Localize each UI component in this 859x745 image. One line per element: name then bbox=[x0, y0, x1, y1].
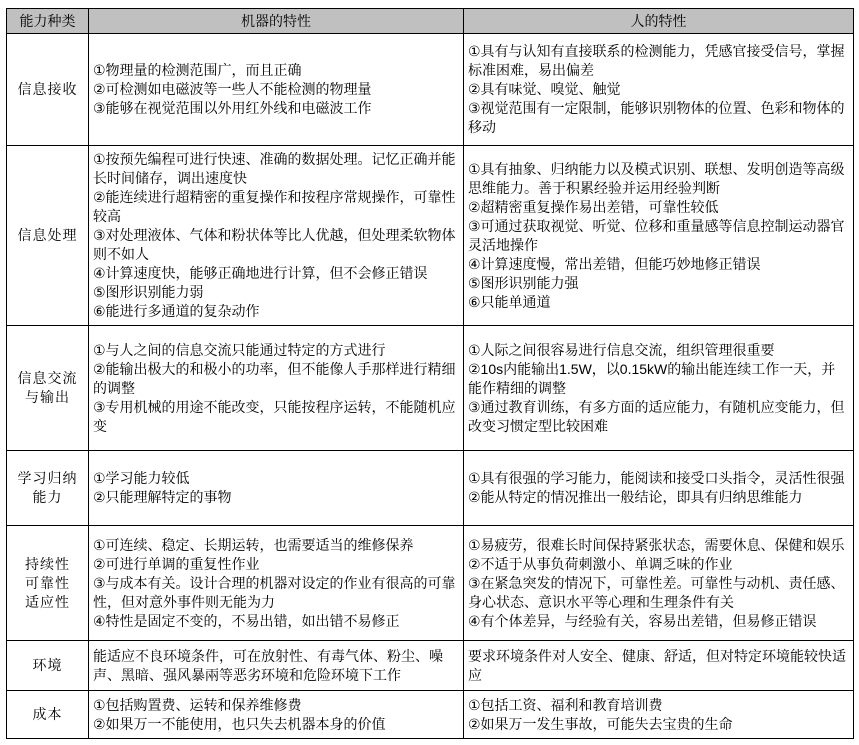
header-machine-traits: 机器的特性 bbox=[89, 9, 464, 34]
human-trait-item: ④计算速度慢，常出差错，但能巧妙地修正错误 bbox=[468, 255, 761, 272]
category-line: 信息交流 bbox=[17, 370, 78, 386]
human-trait-item: ②能从特定的情况推出一般结论，即具有归纳思维能力 bbox=[468, 489, 803, 505]
category-cell bbox=[7, 326, 89, 451]
machine-trait-item: ③与成本有关。设计合理的机器对设定的作业有很高的可靠性，但对意外事件则无能为力 bbox=[93, 574, 456, 610]
machine-trait-item: ③专用机械的用途不能改变，只能按程序运转，不能随机应变 bbox=[93, 398, 456, 434]
human-traits-cell bbox=[464, 451, 854, 526]
machine-trait-item: ①学习能力较低 bbox=[93, 470, 190, 486]
table-row bbox=[7, 691, 854, 739]
category-line: 适应性 bbox=[25, 593, 70, 610]
machine-trait-item: ②可检测如电磁波等一些人不能检测的物理量 bbox=[93, 81, 372, 97]
human-trait-item: 要求环境条件对人安全、健康、舒适，但对特定环境能较快适应 bbox=[468, 647, 846, 683]
category-line: 成本 bbox=[32, 706, 63, 722]
category-line: 信息接收 bbox=[17, 81, 78, 97]
machine-trait-item: ①包括购置费、运转和保养维修费 bbox=[93, 696, 302, 713]
category-line: 学习归纳 bbox=[17, 470, 78, 486]
human-traits-cell bbox=[464, 326, 854, 451]
machine-trait-item: ③对处理液体、气体和粉状体等比人优越，但处理柔软物体则不如人 bbox=[93, 227, 456, 262]
category-line: 持续性 bbox=[25, 555, 70, 572]
machine-trait-item: ③能够在视觉范围以外用红外线和电磁波工作 bbox=[93, 100, 372, 116]
machine-traits-cell bbox=[89, 641, 464, 691]
category-cell bbox=[7, 641, 89, 691]
category-cell bbox=[7, 451, 89, 526]
human-trait-item: ①包括工资、福利和教育培训费 bbox=[468, 696, 663, 713]
ability-comparison-table bbox=[6, 8, 854, 739]
machine-traits-cell bbox=[89, 146, 464, 326]
human-traits-cell bbox=[464, 641, 854, 691]
header-ability-type: 能力种类 bbox=[7, 9, 89, 34]
machine-traits-cell bbox=[89, 451, 464, 526]
machine-trait-item: ②能连续进行超精密的重复操作和按程序常规操作，可靠性较高 bbox=[93, 189, 456, 224]
human-trait-item: ①具有抽象、归纳能力以及模式识别、联想、发明创造等高级思维能力。善于积累经验并运用经验判断 bbox=[468, 160, 845, 196]
table-row bbox=[7, 641, 854, 691]
machine-trait-item: ④计算速度快，能够正确地进行计算，但不会修正错误 bbox=[93, 265, 428, 281]
machine-traits-cell bbox=[89, 691, 464, 739]
human-trait-item: ④有个体差异，与经验有关，容易出差错，但易修正错误 bbox=[468, 612, 817, 629]
machine-trait-item: ②只能理解特定的事物 bbox=[93, 489, 232, 505]
human-trait-item: ③可通过获取视觉、听觉、位移和重量感等信息控制运动器官灵活地操作 bbox=[468, 217, 845, 253]
machine-trait-item: ①可连续、稳定、长期运转，也需要适当的维修保养 bbox=[93, 536, 414, 553]
machine-traits-cell bbox=[89, 526, 464, 641]
table-row bbox=[7, 34, 854, 146]
machine-trait-item: ⑤图形识别能力弱 bbox=[93, 284, 204, 300]
header-row bbox=[7, 9, 854, 34]
category-line: 与输出 bbox=[25, 389, 70, 405]
human-traits-cell bbox=[464, 691, 854, 739]
machine-trait-item: ①按预先编程可进行快速、准确的数据处理。记忆正确并能长时间储存，调出速度快 bbox=[93, 151, 456, 186]
machine-trait-item: ①物理量的检测范围广，而且正确 bbox=[93, 62, 302, 78]
machine-trait-item: ②可进行单调的重复性作业 bbox=[93, 555, 260, 572]
machine-trait-item: ①与人之间的信息交流只能通过特定的方式进行 bbox=[93, 341, 386, 358]
human-trait-item: ①人际之间很容易进行信息交流，组织管理很重要 bbox=[468, 341, 775, 358]
human-trait-item: ③视觉范围有一定限制，能够识别物体的位置、色彩和物体的移动 bbox=[468, 100, 845, 135]
human-trait-item: ③在紧急突发的情况下，可靠性差。可靠性与动机、责任感、身心状态、意识水平等心理和生理条件有关 bbox=[468, 574, 845, 610]
machine-trait-item: ②能输出极大的和极小的功率，但不能像人手那样进行精细的调整 bbox=[93, 360, 456, 396]
category-line: 信息处理 bbox=[17, 227, 78, 243]
human-trait-item: ③通过教育训练，有多方面的适应能力，有随机应变能力，但改变习惯定型比较困难 bbox=[468, 398, 845, 434]
human-trait-item: ①具有与认知有直接联系的检测能力，凭感官接受信号，掌握标准困难，易出偏差 bbox=[468, 43, 845, 78]
human-trait-item: ⑥只能单通道 bbox=[468, 293, 551, 310]
human-traits-cell bbox=[464, 526, 854, 641]
category-line: 能力 bbox=[32, 489, 63, 505]
category-line: 可靠性 bbox=[25, 574, 70, 591]
machine-trait-item: 能适应不良环境条件，可在放射性、有毒气体、粉尘、噪声、黑暗、强风暴兩等恶劣环境和危险环境下工作 bbox=[93, 647, 443, 683]
human-trait-item: ②10s内能输出1.5W，以0.15kW的输出能连续工作一天，并能作精细的调整 bbox=[468, 360, 836, 396]
machine-trait-item: ②如果万一不能使用，也只失去机器本身的价值 bbox=[93, 715, 386, 732]
machine-trait-item: ⑥能进行多通道的复杂动作 bbox=[93, 303, 260, 319]
table-row bbox=[7, 451, 854, 526]
category-cell bbox=[7, 526, 89, 641]
machine-trait-item: ④特性是固定不变的，不易出错，如出错不易修正 bbox=[93, 612, 400, 629]
category-line: 环境 bbox=[32, 657, 63, 673]
human-trait-item: ②超精密重复操作易出差错，可靠性较低 bbox=[468, 198, 719, 215]
human-trait-item: ①易疲劳，很难长时间保持紧张状态，需要休息、保健和娱乐 bbox=[468, 536, 845, 553]
table-row bbox=[7, 326, 854, 451]
category-cell bbox=[7, 34, 89, 146]
category-cell bbox=[7, 146, 89, 326]
human-trait-item: ①具有很强的学习能力，能阅读和接受口头指令，灵活性很强 bbox=[468, 470, 845, 486]
human-trait-item: ②如果万一发生事故，可能失去宝贵的生命 bbox=[468, 715, 733, 732]
machine-traits-cell bbox=[89, 34, 464, 146]
machine-traits-cell bbox=[89, 326, 464, 451]
table-row bbox=[7, 146, 854, 326]
human-trait-item: ②具有味觉、嗅觉、触觉 bbox=[468, 81, 621, 97]
human-traits-cell bbox=[464, 146, 854, 326]
table-row bbox=[7, 526, 854, 641]
human-traits-cell bbox=[464, 34, 854, 146]
human-trait-item: ②不适于从事负荷刺激小、单调乏味的作业 bbox=[468, 555, 733, 572]
header-human-traits: 人的特性 bbox=[464, 9, 854, 34]
category-cell bbox=[7, 691, 89, 739]
human-trait-item: ⑤图形识别能力强 bbox=[468, 274, 579, 291]
